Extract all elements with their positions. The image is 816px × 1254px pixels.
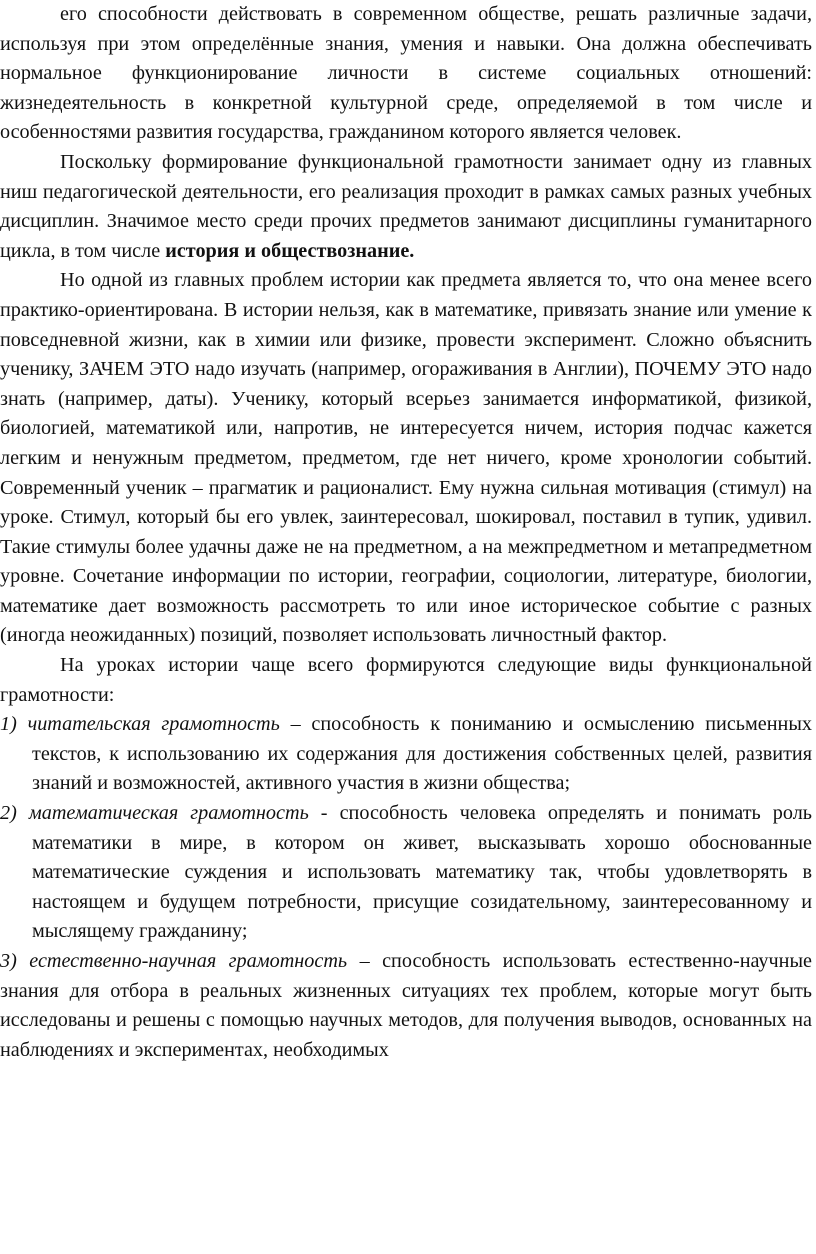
list-item-term: 2) математическая грамотность <box>0 802 309 825</box>
literacy-types-list <box>0 710 816 1065</box>
list-item-text: – способность к пониманию и осмыслению письменных текстов, к использованию их содержания для достижения собственных целей, развития знаний и возможностей, активного участия в жизни общества; <box>32 713 812 795</box>
paragraph-4-text: На уроках истории чаще всего формируются следующие виды функциональной грамотности: <box>0 654 812 706</box>
list-item-text: – способность использовать естественно-научные знания для отбора в реальных жизненных ситуациях тех проблем, которые могут быть исследованы и решены с помощью научных методов, для получения выводов, основанных на наблюдениях и экспериментах, необходимых <box>0 950 813 1061</box>
list-item <box>0 799 816 947</box>
paragraph-3-text: Но одной из главных проблем истории как предмета является то, что она менее всего практико-ориентирована. В истории нельзя, как в математике, привязать знание или умение к повседневной жизни, как в химии или физике, провести эксперимент. Сложно объяснить ученику, ЗАЧЕМ ЭТО надо изучать (например, огораживания в Англии), ПОЧЕМУ ЭТО надо знать (например, даты). Ученику, который всерьез занимается информатикой, физикой, биологией, математикой или, напротив, не интересуется ничем, история подчас кажется легким и ненужным предметом, предметом, где нет ничего, кроме хронологии событий. Современный ученик – прагматик и рационалист. Ему нужна сильная мотивация (стимул) на уроке. Стимул, который бы его увлек, заинтересовал, шокировал, поставил в тупик, удивил. Такие стимулы более удачны даже не на предметном, а на межпредметном и метапредметном уровне. Сочетание информации по истории, географии, социологии, литературе, биологии, математике дает возможность рассмотреть то или иное историческое событие с разных (иногда неожиданных) позиций, позволяет использовать личностный фактор. <box>0 269 812 647</box>
paragraph-history-problem <box>0 266 816 651</box>
list-item-term: 1) читательская грамотность <box>0 713 280 736</box>
list-item <box>0 947 816 1065</box>
paragraph-2-bold-subjects: история и обществознание. <box>165 239 415 262</box>
list-item-term: 3) естественно-научная грамотность <box>0 950 348 972</box>
list-item <box>0 710 816 799</box>
paragraph-continuation <box>0 0 816 148</box>
paragraph-2-text: Поскольку формирование функциональной грамотности занимает одну из главных ниш педагогической деятельности, его реализация проходит в рамках самых разных учебных дисциплин. Значимое место среди прочих предметов занимают дисциплины гуманитарного цикла, в том числе <box>0 150 812 262</box>
paragraph-disciplines <box>0 148 816 266</box>
list-item-text: - способность человека определять и понимать роль математики в мире, в котором он живет, высказывать хорошо обоснованные математические суждения и использовать математику так, чтобы удовлетворять в настоящем и будущем потребности, присущие созидательному, заинтересованному и мыслящему гражданину; <box>32 802 812 943</box>
paragraph-1-text: его способности действовать в современном обществе, решать различные задачи, используя при этом определённые знания, умения и навыки. Она должна обеспечивать нормальное функционирование личности в системе социальных отношений: жизнедеятельность в конкретной культурной среде, определяемой в том числе и особенностями развития государства, гражданином которого является человек. <box>0 3 812 144</box>
paragraph-literacy-intro <box>0 651 816 710</box>
